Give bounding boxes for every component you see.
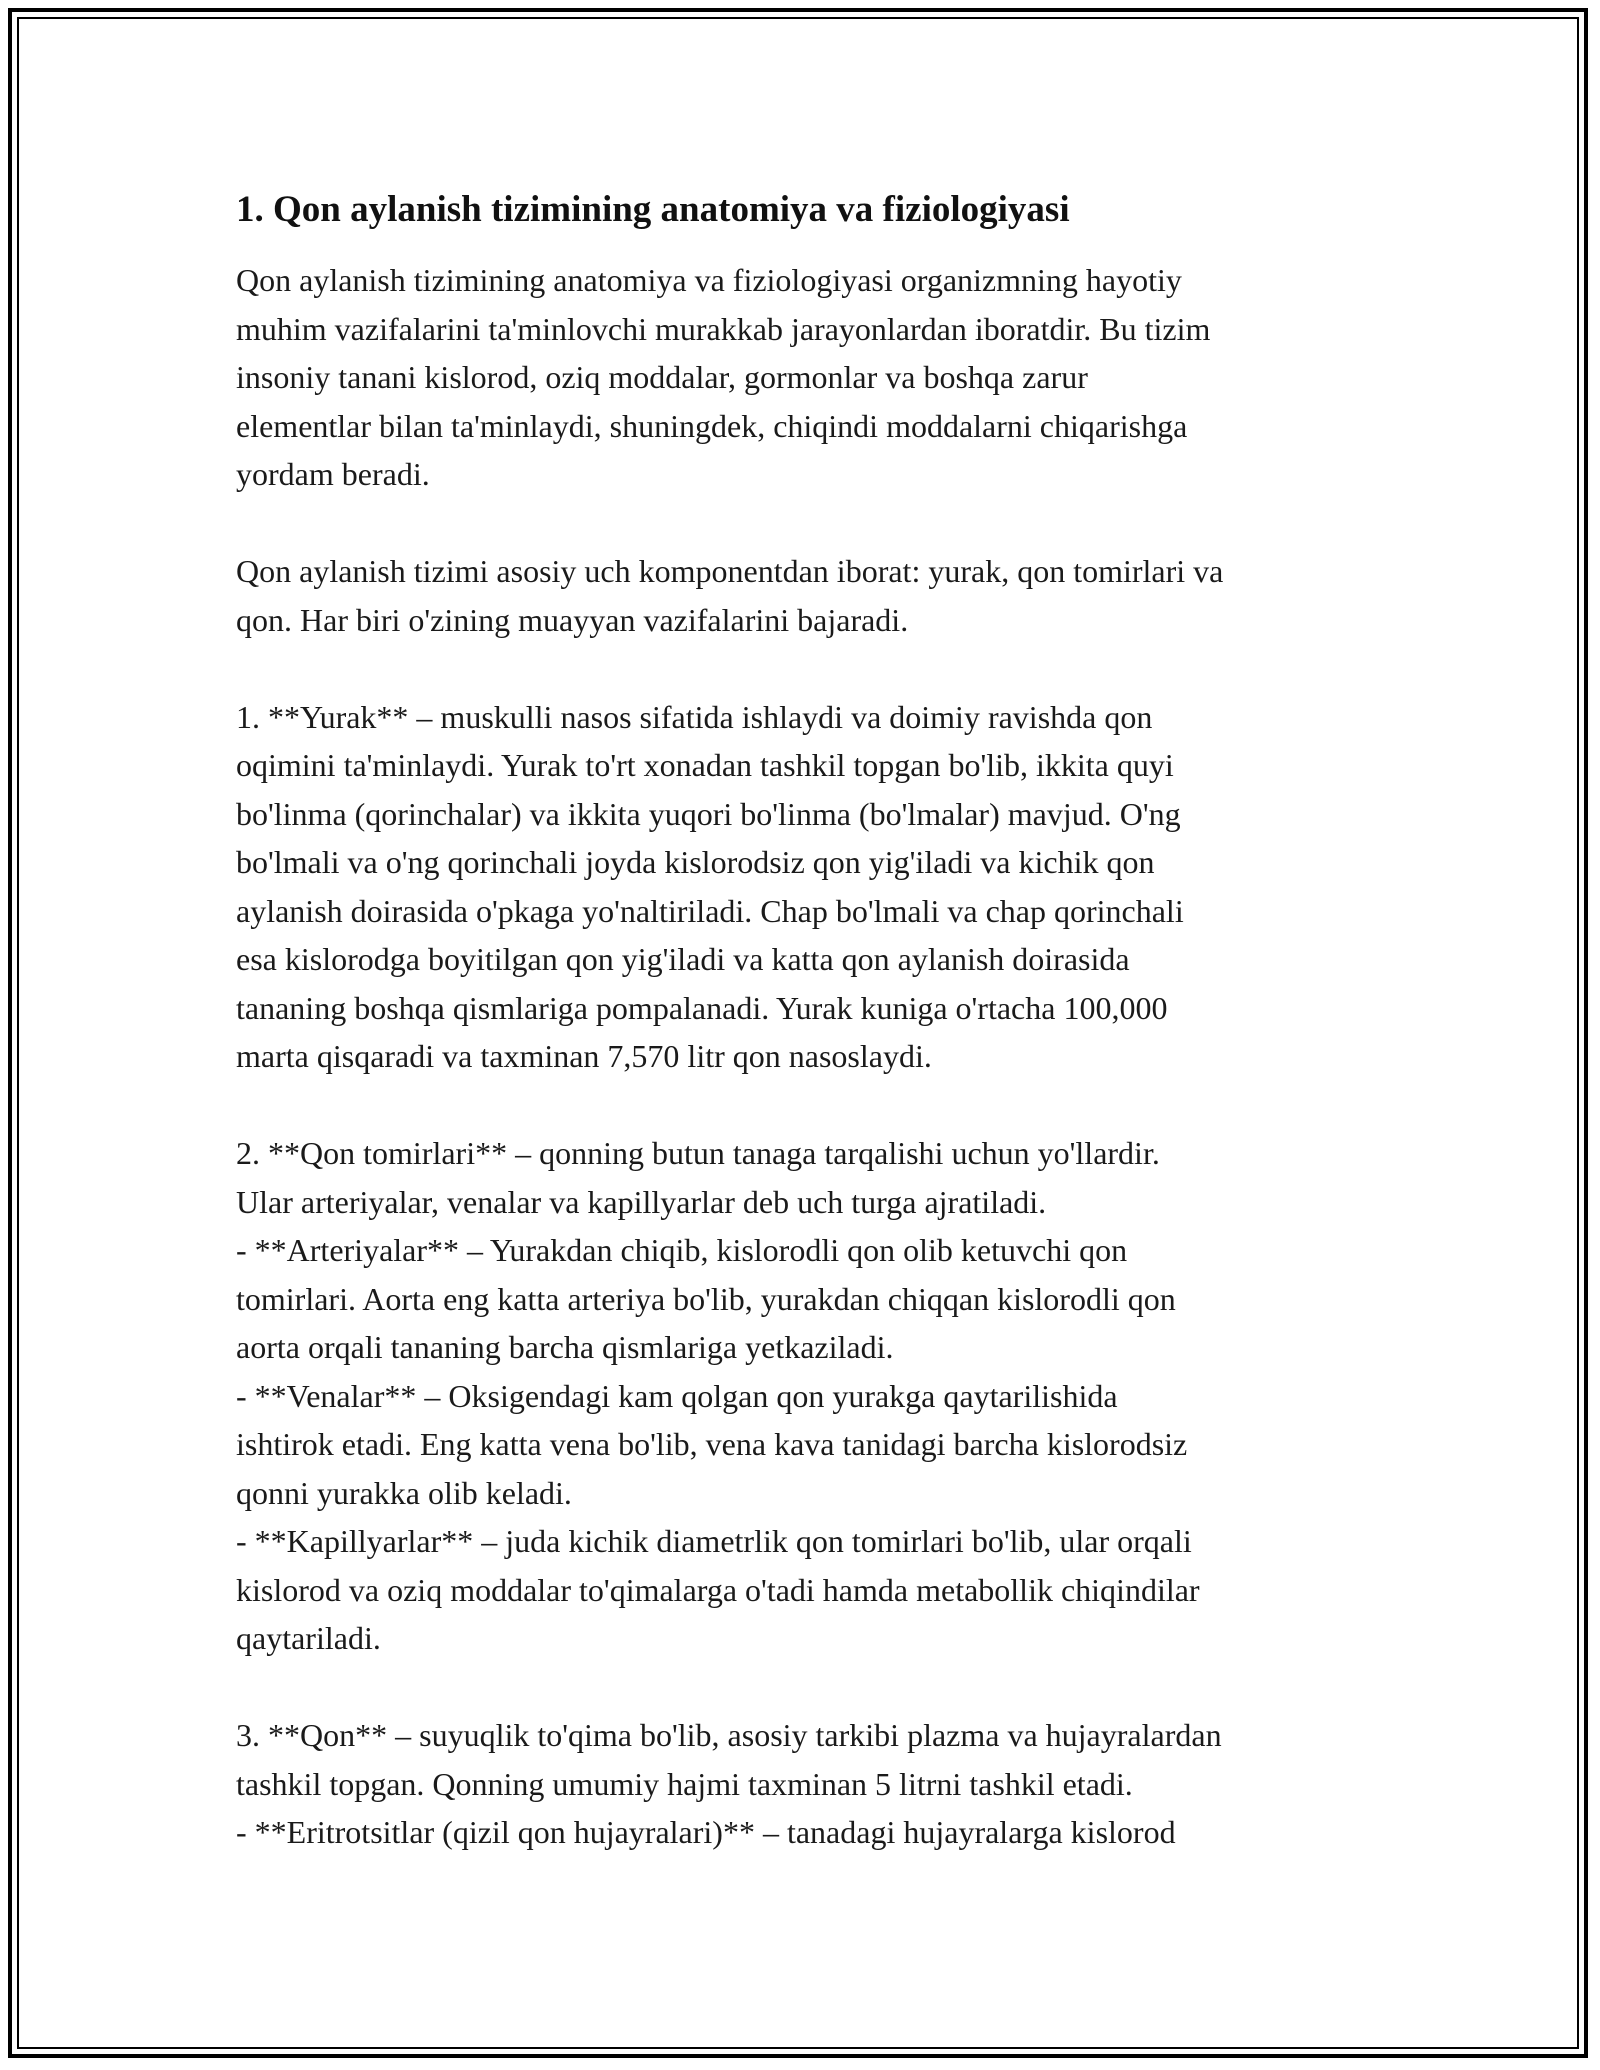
components-paragraph: Qon aylanish tizimi asosiy uch komponentdan iborat: yurak, qon tomirlari va qon. Har biri o'zining muayyan vazifalarini bajaradi. xyxy=(236,553,1224,638)
blood-vessels-paragraph: 2. **Qon tomirlari** – qonning butun tanaga tarqalishi uchun yo'llardir. Ular arteriyalar, venalar va kapillyarlar deb uch turga ajratiladi. - **Arteriyalar** – Yurakdan chiqib, kislorodli qon olib ketuvchi qon tomirlari. Aorta eng katta arteriya bo'lib, yurakdan chiqqan kislorodli qon aorta orqali tananing barcha qismlariga yetkaziladi. - **Venalar** – Oksigendagi kam qolgan qon yurakga qaytarilishida ishtirok etadi. Eng katta vena bo'lib, vena kava tanidagi barcha kislorodsiz qonni yurakka olib keladi. - **Kapillyarlar** – juda kichik diametrlik qon tomirlari bo'lib, ular orqali kislorod va oziq moddalar to'qimalarga o'tadi hamda metabollik chiqindilar qaytariladi. xyxy=(236,1135,1200,1656)
intro-paragraph: Qon aylanish tizimining anatomiya va fiziologiyasi organizmning hayotiy muhim vazifalarini ta'minlovchi murakkab jarayonlardan iboratdir. Bu tizim insoniy tanani kislorod, oziq moddalar, gormonlar va boshqa zarur elementlar bilan ta'minlaydi, shuningdek, chiqindi moddalarni chiqarishga yordam beradi. xyxy=(236,262,1211,492)
paragraph-spacer xyxy=(236,644,1386,693)
document-body xyxy=(236,186,1386,1857)
section-heading: 1. Qon aylanish tizimining anatomiya va fiziologiyasi xyxy=(236,189,1070,230)
heart-paragraph: 1. **Yurak** – muskulli nasos sifatida ishlaydi va doimiy ravishda qon oqimini ta'minlaydi. Yurak to'rt xonadan tashkil topgan bo'lib, ikkita quyi bo'linma (qorinchalar) va ikkita yuqori bo'linma (bo'lmalar) mavjud. O'ng bo'lmali va o'ng qorinchali joyda kislorodsiz qon yig'iladi va kichik qon aylanish doirasida o'pkaga yo'naltiriladi. Chap bo'lmali va chap qorinchali esa kislorodga boyitilgan qon yig'iladi va katta qon aylanish doirasida tananing boshqa qismlariga pompalanadi. Yurak kuniga o'rtacha 100,000 marta qisqaradi va taxminan 7,570 litr qon nasoslaydi. xyxy=(236,698,1184,1074)
paragraph-spacer xyxy=(236,1081,1386,1130)
blood-paragraph: 3. **Qon** – suyuqlik to'qima bo'lib, asosiy tarkibi plazma va hujayralardan tashkil topgan. Qonning umumiy hajmi taxminan 5 litrni tashkil etadi. - **Eritrotsitlar (qizil qon hujayralari)** – tanadagi hujayralarga kislorod xyxy=(236,1717,1222,1850)
paragraph-spacer xyxy=(236,499,1386,548)
paragraph-spacer xyxy=(236,1663,1386,1712)
